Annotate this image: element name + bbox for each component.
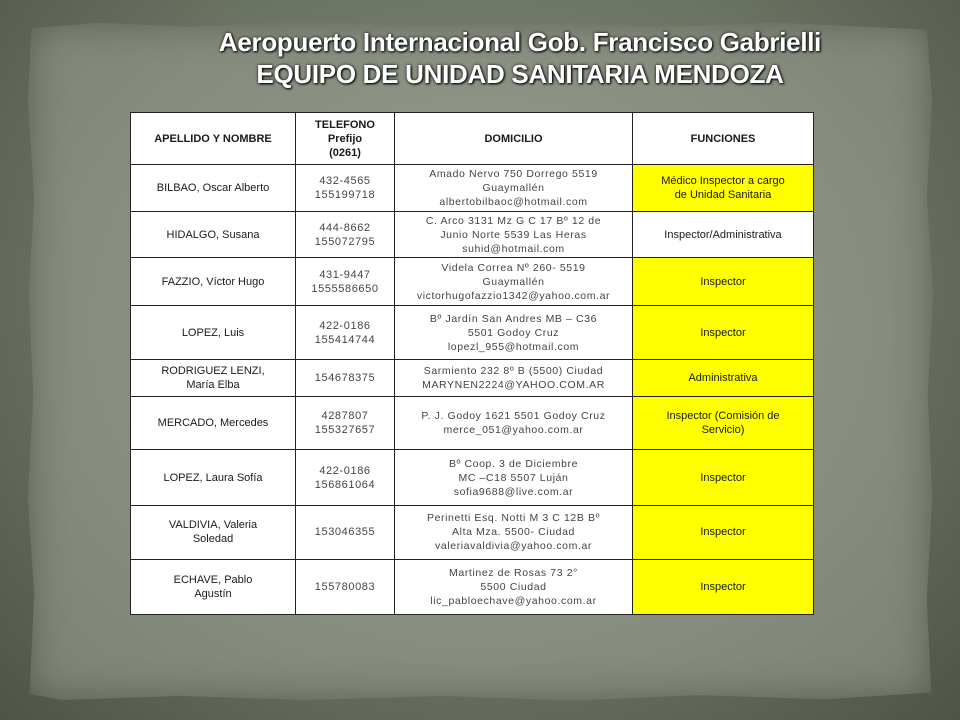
cell-address-line: Videla Correa Nº 260- 5519 xyxy=(441,261,586,274)
cell-phone-line: 422-0186 xyxy=(319,319,371,332)
cell-address xyxy=(395,306,633,359)
cell-name-line: HIDALGO, Susana xyxy=(166,228,260,241)
cell-name xyxy=(131,212,296,258)
table-row xyxy=(131,306,814,359)
table-row xyxy=(131,396,814,449)
cell-phone xyxy=(296,258,395,306)
cell-address-line: sofia9688@live.com.ar xyxy=(453,485,574,498)
cell-phone xyxy=(296,506,395,559)
cell-role-line: Administrativa xyxy=(688,371,758,384)
header-address: DOMICILIO xyxy=(395,113,633,165)
cell-phone xyxy=(296,306,395,359)
cell-role-line: de Unidad Sanitaria xyxy=(674,189,772,202)
cell-address-line: MARYNEN2224@YAHOO.COM.AR xyxy=(422,378,605,391)
cell-role xyxy=(633,359,814,396)
cell-phone-line: 155072795 xyxy=(314,235,376,248)
cell-address-line: Sarmiento 232 8º B (5500) Ciudad xyxy=(423,364,604,377)
cell-phone-line: 431-9447 xyxy=(319,268,371,281)
cell-name xyxy=(131,258,296,306)
slide-title-line1: Aeropuerto Internacional Gob. Francisco Gabrielli xyxy=(218,27,822,57)
cell-role xyxy=(633,559,814,614)
cell-phone-line: 155414744 xyxy=(314,333,376,346)
table-row xyxy=(131,559,814,614)
cell-phone-line: 156861064 xyxy=(314,478,376,491)
cell-address-line: valeriavaldivia@yahoo.com.ar xyxy=(434,540,593,553)
cell-name xyxy=(131,449,296,505)
cell-address xyxy=(395,165,633,212)
cell-address-line: Perinetti Esq. Notti M 3 C 12B Bº xyxy=(426,512,601,525)
cell-address-line: victorhugofazzio1342@yahoo.com.ar xyxy=(416,289,611,302)
cell-phone-line: 422-0186 xyxy=(319,464,371,477)
table-row xyxy=(131,212,814,258)
cell-phone xyxy=(296,396,395,449)
cell-address-line: Bº Jardín San Andres MB – C36 xyxy=(429,312,598,325)
cell-address-line: Alta Mza. 5500- Ciudad xyxy=(452,526,575,539)
cell-address xyxy=(395,212,633,258)
cell-phone xyxy=(296,359,395,396)
cell-phone xyxy=(296,165,395,212)
cell-role xyxy=(633,449,814,505)
cell-name xyxy=(131,396,296,449)
cell-name-line: VALDIVIA, Valeria xyxy=(168,519,258,532)
cell-name-line: FAZZIO, Víctor Hugo xyxy=(161,275,265,288)
cell-role xyxy=(633,506,814,559)
cell-address-line: Guaymallén xyxy=(482,182,545,195)
table-row xyxy=(131,506,814,559)
header-role: FUNCIONES xyxy=(633,113,814,165)
cell-phone-line: 153046355 xyxy=(314,526,376,539)
cell-name xyxy=(131,306,296,359)
cell-phone xyxy=(296,449,395,505)
cell-address xyxy=(395,396,633,449)
cell-address-line: Guaymallén xyxy=(482,275,545,288)
cell-name-line: MERCADO, Mercedes xyxy=(157,416,269,429)
cell-role xyxy=(633,396,814,449)
cell-address xyxy=(395,559,633,614)
cell-name-line: LOPEZ, Luis xyxy=(181,326,245,339)
cell-role-line: Inspector xyxy=(700,326,746,339)
cell-address xyxy=(395,449,633,505)
cell-address-line: C. Arco 3131 Mz G C 17 Bº 12 de xyxy=(425,214,602,227)
cell-name xyxy=(131,506,296,559)
cell-address-line: lic_pabloechave@yahoo.com.ar xyxy=(430,594,597,607)
cell-role-line: Inspector xyxy=(700,471,746,484)
cell-name-line: María Elba xyxy=(186,378,240,391)
cell-name-line: LOPEZ, Laura Sofía xyxy=(163,471,263,484)
cell-phone xyxy=(296,559,395,614)
table-header-row xyxy=(131,113,814,165)
cell-address-line: 5501 Godoy Cruz xyxy=(467,326,560,339)
cell-role-line: Inspector xyxy=(700,275,746,288)
cell-role-line: Médico Inspector a cargo xyxy=(661,175,785,188)
cell-role-line: Inspector xyxy=(700,580,746,593)
cell-address-line: Bº Coop. 3 de Diciembre xyxy=(448,457,579,470)
cell-phone-line: 155780083 xyxy=(314,580,376,593)
cell-role xyxy=(633,212,814,258)
cell-role-line: Inspector xyxy=(700,526,746,539)
cell-address-line: lopezl_955@hotmail.com xyxy=(447,340,580,353)
cell-phone-line: 155199718 xyxy=(314,189,376,202)
cell-address xyxy=(395,506,633,559)
header-name: APELLIDO Y NOMBRE xyxy=(131,113,296,165)
cell-phone-line: 4287807 xyxy=(321,409,369,422)
cell-address-line: P. J. Godoy 1621 5501 Godoy Cruz xyxy=(421,409,606,422)
cell-address-line: merce_051@yahoo.com.ar xyxy=(443,423,584,436)
cell-phone-line: 432-4565 xyxy=(319,175,371,188)
slide-title-line2: EQUIPO DE UNIDAD SANITARIA MENDOZA xyxy=(256,59,784,89)
cell-phone-line: 444-8662 xyxy=(319,221,371,234)
cell-role xyxy=(633,258,814,306)
cell-address-line: suhid@hotmail.com xyxy=(462,242,565,255)
table-row xyxy=(131,165,814,212)
cell-name xyxy=(131,559,296,614)
table-row xyxy=(131,258,814,306)
cell-address-line: 5500 Ciudad xyxy=(480,580,547,593)
cell-name xyxy=(131,359,296,396)
staff-table xyxy=(130,112,814,615)
cell-address-line: MC –C18 5507 Luján xyxy=(458,471,569,484)
cell-address-line: Junio Norte 5539 Las Heras xyxy=(440,228,587,241)
cell-phone-line: 155327657 xyxy=(314,423,376,436)
cell-role xyxy=(633,306,814,359)
cell-address xyxy=(395,258,633,306)
cell-role-line: Inspector/Administrativa xyxy=(664,228,782,241)
cell-phone-line: 1555586650 xyxy=(311,282,379,295)
table-row xyxy=(131,449,814,505)
header-phone: TELEFONO Prefijo (0261) xyxy=(296,113,395,165)
cell-phone-line: 154678375 xyxy=(314,371,376,384)
cell-role-line: Inspector (Comisión de xyxy=(666,409,780,422)
cell-name-line: ECHAVE, Pablo xyxy=(173,573,253,586)
cell-name-line: RODRIGUEZ LENZI, xyxy=(161,364,265,377)
cell-role xyxy=(633,165,814,212)
cell-name-line: Soledad xyxy=(192,533,234,546)
cell-name-line: Agustín xyxy=(194,587,232,600)
cell-address xyxy=(395,359,633,396)
cell-role-line: Servicio) xyxy=(701,423,745,436)
table-body xyxy=(131,165,814,615)
cell-address-line: albertobilbaoc@hotmail.com xyxy=(439,196,588,209)
cell-address-line: Martinez de Rosas 73 2° xyxy=(449,566,578,579)
cell-address-line: Amado Nervo 750 Dorrego 5519 xyxy=(429,168,598,181)
cell-name-line: BILBAO, Oscar Alberto xyxy=(156,182,270,195)
cell-phone xyxy=(296,212,395,258)
table-row xyxy=(131,359,814,396)
cell-name xyxy=(131,165,296,212)
